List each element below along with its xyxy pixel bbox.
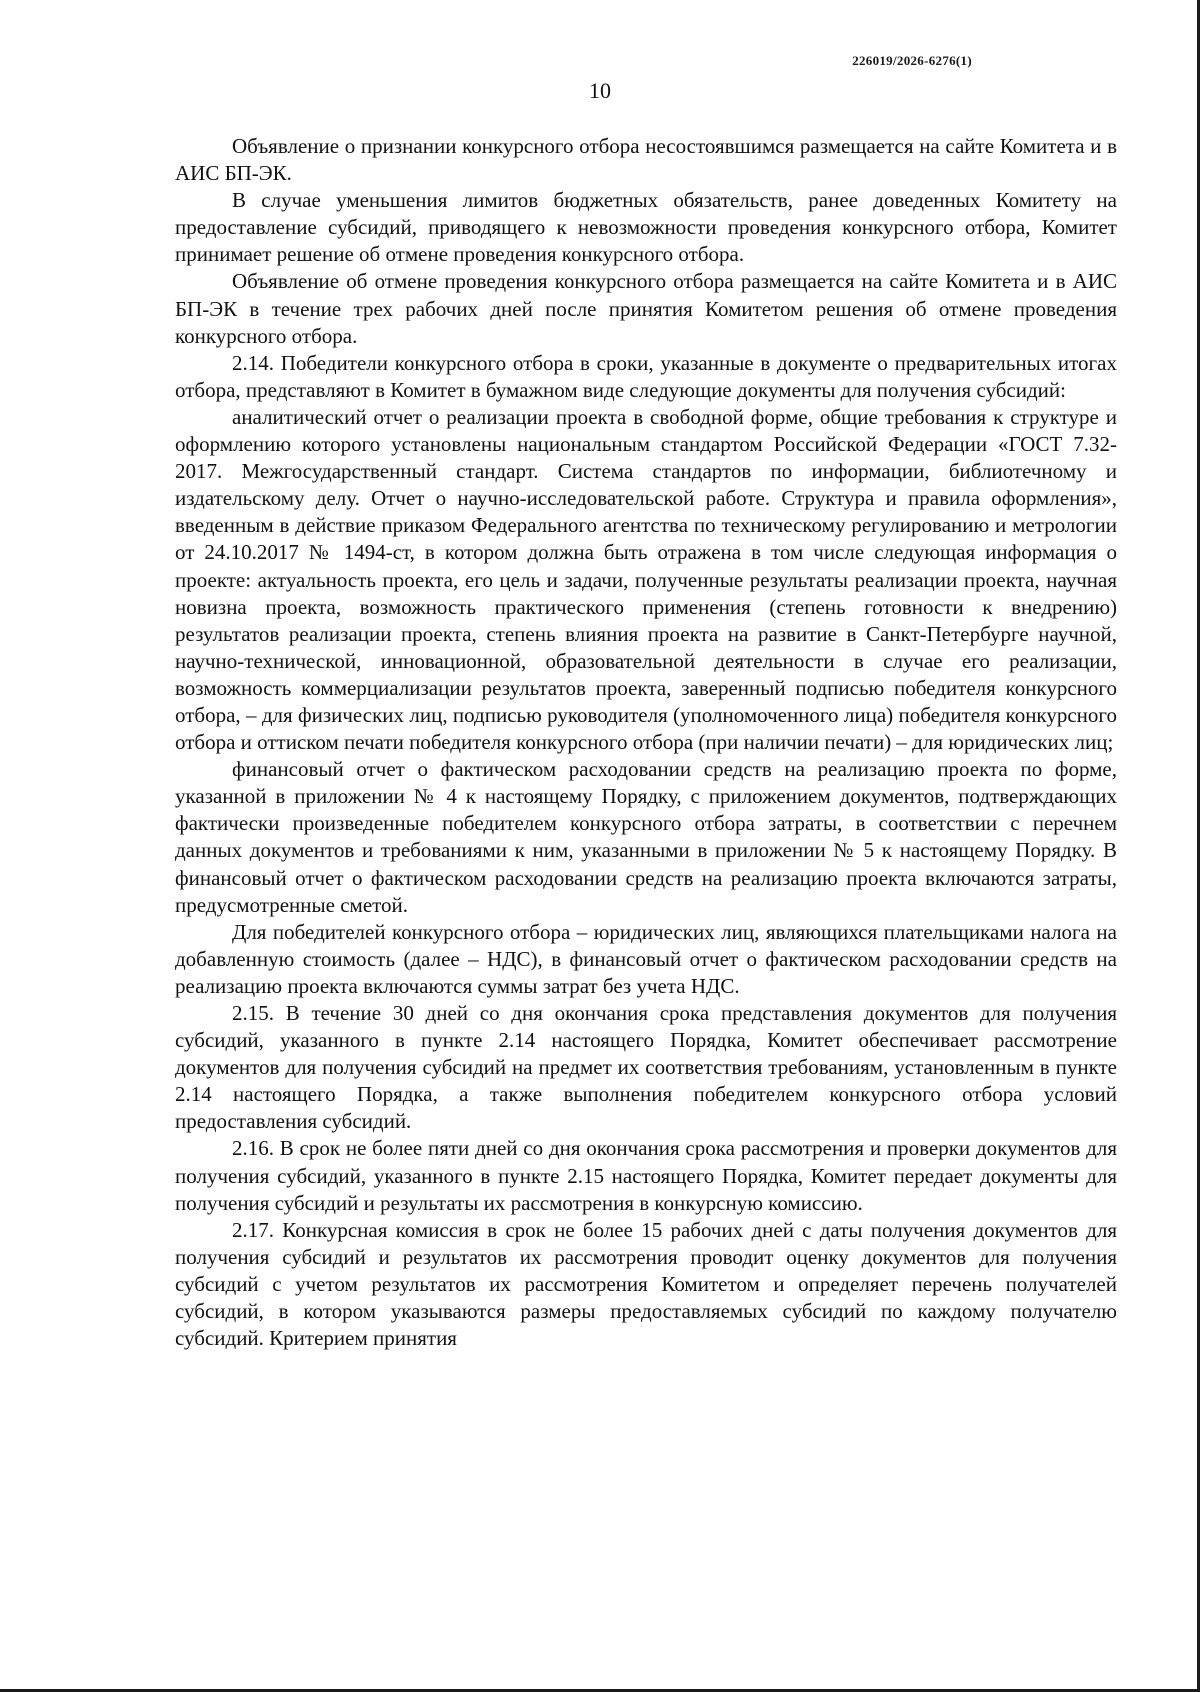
paragraph-clause-2-16: 2.16. В срок не более пяти дней со дня окончания срока рассмотрения и проверки документов для получения субсидий, указанного в пункте 2.15 настоящего Порядка, Комитет передает документы для получения субсидий и результаты их рассмотрения в конкурсную комиссию. xyxy=(175,1136,1117,1215)
paragraph-competition-failed-notice: Объявление о признании конкурсного отбора несостоявшимся размещается на сайте Комитета и в АИС БП-ЭК. xyxy=(175,134,1117,186)
paragraph-analytical-report: аналитический отчет о реализации проекта в свободной форме, общие требования к структуре и оформлению которого установлены национальным стандартом Российской Федерации «ГОСТ 7.32-2017. Межгосударственный стандарт. Система стандартов по информации, библиотечному и издательскому делу. Отчет о научно-исследовательской работе. Структура и правила оформления», введенным в действие приказом Федерального агентства по техническому регулированию и метрологии от 24.10.2017 № 1494-ст, в котором должна быть отражена в том числе следующая информация о проекте: актуальность проекта, его цель и задачи, полученные результаты реализации проекта, научная новизна проекта, возможность практического применения (степень готовности к внедрению) результатов реализации проекта, степень влияния проекта на развитие в Санкт-Петербурге научной, научно-технической, инновационной, образовательной деятельности в случае его реализации, возможность коммерциализации результатов проекта, заверенный подписью победителя конкурсного отбора, – для физических лиц, подписью руководителя (уполномоченного лица) победителя конкурсного отбора и оттиском печати победителя конкурсного отбора (при наличии печати) – для юридических лиц; xyxy=(175,404,1117,755)
paragraph-clause-2-14: 2.14. Победители конкурсного отбора в сроки, указанные в документе о предварительных итогах отбора, представляют в Комитет в бумажном виде следующие документы для получения субсидий: xyxy=(175,350,1117,402)
paragraph-clause-2-17: 2.17. Конкурсная комиссия в срок не более 15 рабочих дней с даты получения документов для получения субсидий и результатов их рассмотрения проводит оценку документов для получения субсидий с учетом результатов их рассмотрения Комитетом и определяет перечень получателей субсидий, в котором указываются размеры предоставляемых субсидий по каждому получателю субсидий. Критерием принятия xyxy=(175,1217,1117,1351)
document-body xyxy=(175,133,1117,1352)
page-number: 10 xyxy=(589,78,611,103)
paragraph-cancellation-notice: Объявление об отмене проведения конкурсного отбора размещается на сайте Комитета и в АИС БП-ЭК в течение трех рабочих дней после принятия Комитетом решения об отмене проведения конкурсного отбора. xyxy=(175,269,1117,348)
paragraph-vat-payers: Для победителей конкурсного отбора – юридических лиц, являющихся плательщиками налога на добавленную стоимость (далее – НДС), в финансовый отчет о фактическом расходовании средств на реализацию проекта включаются суммы затрат без учета НДС. xyxy=(175,919,1117,998)
paragraph-budget-limits-reduction: В случае уменьшения лимитов бюджетных обязательств, ранее доведенных Комитету на предоставление субсидий, приводящего к невозможности проведения конкурсного отбора, Комитет принимает решение об отмене проведения конкурсного отбора. xyxy=(175,188,1117,267)
paragraph-clause-2-15: 2.15. В течение 30 дней со дня окончания срока представления документов для получения субсидий, указанного в пункте 2.14 настоящего Порядка, Комитет обеспечивает рассмотрение документов для получения субсидий на предмет их соответствия требованиям, установленным в пункте 2.14 настоящего Порядка, а также выполнения победителем конкурсного отбора условий предоставления субсидий. xyxy=(175,1001,1117,1134)
paragraph-financial-report: финансовый отчет о фактическом расходовании средств на реализацию проекта по форме, указанной в приложении № 4 к настоящему Порядку, с приложением документов, подтверждающих фактически произведенные победителем конкурсного отбора затраты, в соответствии с перечнем данных документов и требованиями к ним, указанными в приложении № 5 к настоящему Порядку. В финансовый отчет о фактическом расходовании средств на реализацию проекта включаются затраты, предусмотренные сметой. xyxy=(175,757,1117,917)
document-registration-number: 226019/2026-6276(1) xyxy=(852,53,972,68)
